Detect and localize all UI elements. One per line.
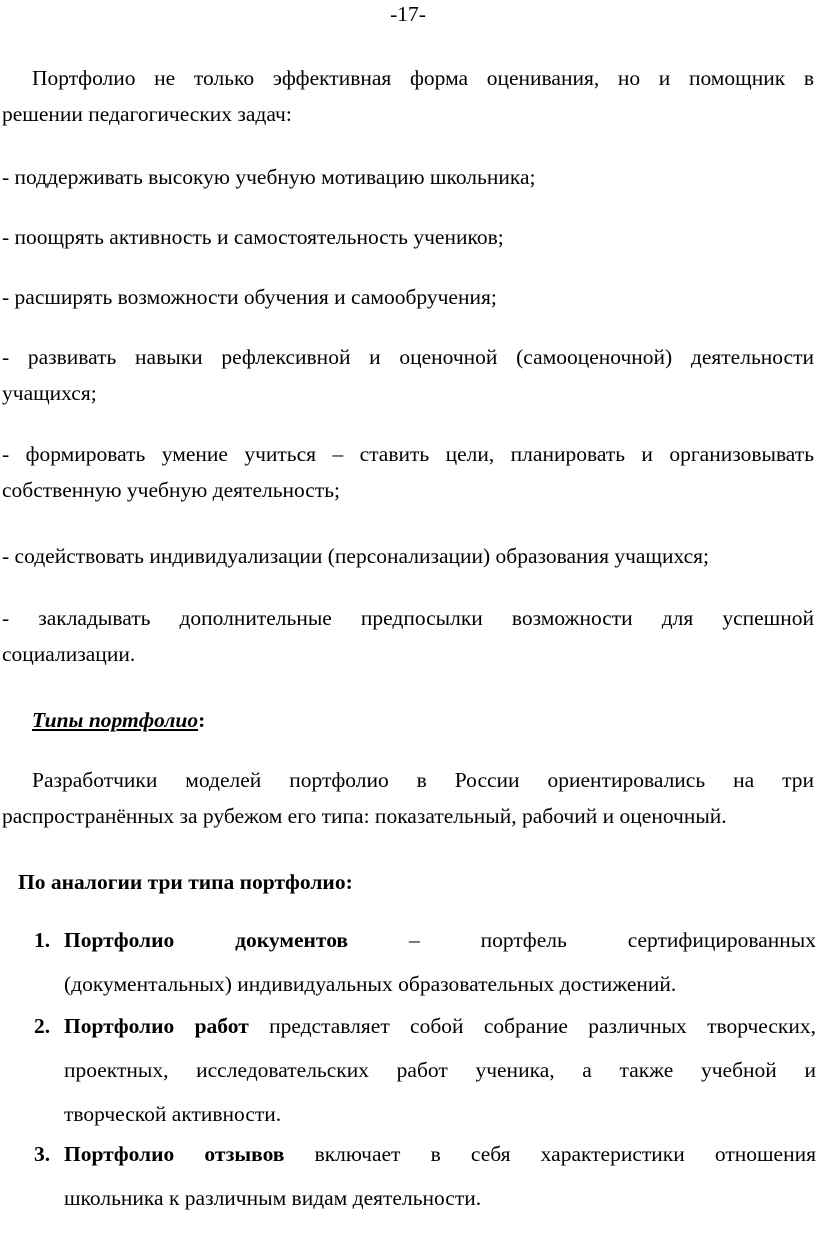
bullet-item — [2, 436, 814, 508]
bullet-line: - формировать умение учиться – ставить цели, планировать и организовывать — [2, 442, 814, 466]
list-first-rest: – портфель сертифицированных — [348, 928, 816, 952]
intro-line-1: Портфолио не только эффективная форма оценивания, но и помощник в — [32, 66, 814, 90]
list-number: 1. — [34, 928, 51, 952]
bullet-item: - содействовать индивидуализации (персонализации) образования учащихся; — [2, 544, 710, 568]
list-title: Портфолио документов — [64, 928, 349, 952]
bullet-item — [2, 600, 814, 672]
bullet-line: собственную учебную деятельность; — [2, 478, 341, 502]
list-text — [64, 918, 816, 1006]
analogy-heading: По аналогии три типа портфолио: — [18, 870, 353, 894]
list-text — [64, 1132, 816, 1220]
intro-line-2: решении педагогических задач: — [2, 102, 292, 126]
developers-paragraph — [2, 762, 814, 834]
list-rest-line: проектных, исследовательских работ ученика, а также учебной и — [64, 1058, 816, 1082]
bullet-line: социализации. — [2, 642, 136, 666]
list-first-line — [64, 1004, 816, 1048]
types-heading — [32, 702, 732, 738]
list-title: Портфолио работ — [64, 1014, 249, 1038]
developers-line-2: распространённых за рубежом его типа: показательный, рабочий и оценочный. — [2, 804, 727, 828]
bullet-line: - развивать навыки рефлексивной и оценочной (самооценочной) деятельности — [2, 345, 814, 369]
bullet-line: - закладывать дополнительные предпосылки возможности для успешной — [2, 606, 814, 630]
page-number: -17- — [390, 2, 426, 26]
types-heading-colon: : — [198, 708, 206, 732]
list-first-line — [64, 918, 816, 962]
types-heading-label: Типы портфолио — [32, 708, 199, 732]
bullet-line: учащихся; — [2, 381, 97, 405]
bullet-item — [2, 339, 814, 411]
list-first-rest: представляет собой собрание различных творческих, — [248, 1014, 816, 1038]
list-rest-line: творческой активности. — [64, 1102, 282, 1126]
bullet-item: - поддерживать высокую учебную мотивацию школьника; — [2, 165, 536, 189]
list-rest: (документальных) индивидуальных образовательных достижений. — [64, 972, 677, 996]
bullet-item: - поощрять активность и самостоятельность учеников; — [2, 225, 504, 249]
developers-line-1: Разработчики моделей портфолио в России ориентировались на три — [32, 768, 814, 792]
list-rest: школьника к различным видам деятельности. — [64, 1186, 482, 1210]
list-first-line — [64, 1132, 816, 1176]
list-title: Портфолио отзывов — [64, 1142, 285, 1166]
list-number: 2. — [34, 1014, 51, 1038]
list-text — [64, 1004, 816, 1136]
list-number: 3. — [34, 1142, 51, 1166]
bullet-item: - расширять возможности обучения и самообручения; — [2, 285, 497, 309]
intro-paragraph — [2, 60, 814, 132]
list-first-rest: включает в себя характеристики отношения — [284, 1142, 816, 1166]
